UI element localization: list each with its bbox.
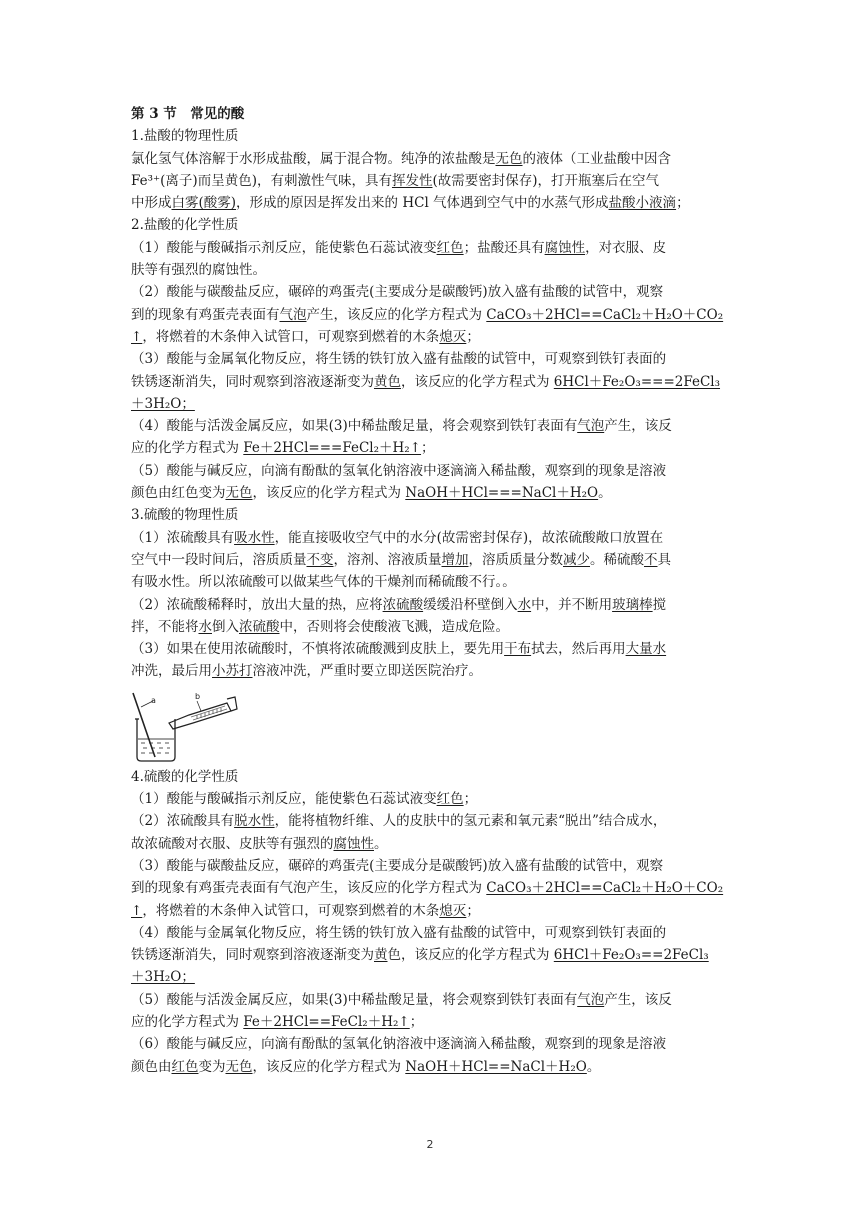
answer-blank: 玻璃棒 [612, 596, 653, 613]
text-run: 中，否则将会使酸液飞溅，造成危险。 [279, 618, 509, 635]
text-line [131, 460, 731, 482]
answer-blank: 吸水性 [234, 529, 275, 546]
text-run: 肤等有强烈的腐蚀性。 [131, 262, 266, 279]
answer-blank: CaCO₃＋2HCl==CaCl₂＋H₂O＋CO₂ [486, 306, 724, 323]
text-line [131, 527, 731, 549]
text-line [131, 900, 731, 922]
text-run: 的液体（工业盐酸中因含 [522, 150, 671, 167]
text-run: （5）酸能与碱反应，向滴有酚酞的氢氧化钠溶液中逐滴滴入稀盐酸，观察到的现象是溶液 [131, 462, 667, 479]
answer-blank: 水 [517, 596, 532, 613]
text-run: ； [466, 328, 480, 345]
text-run: ，能将植物纤维、人的皮肤中的氢元素和氧元素“脱出”结合成水， [274, 813, 667, 830]
text-run: 铁锈逐渐消失，同时观察到溶液逐渐变为 [131, 947, 374, 964]
text-run: ，对衣服、皮 [585, 239, 667, 256]
section-title [131, 103, 731, 125]
text-run: 具 [657, 551, 671, 568]
answer-blank: 无色 [495, 150, 523, 167]
text-run: 1.盐酸的物理性质 [131, 128, 239, 145]
answer-blank: 黄色 [374, 373, 401, 390]
answer-blank: 红色 [436, 791, 464, 808]
text-run: 产生，该反应的化学方程式为 [306, 306, 487, 323]
answer-blank: 白雾(酸雾) [171, 195, 237, 212]
text-line [131, 393, 731, 415]
text-line [131, 415, 731, 437]
text-run: ； [421, 440, 435, 457]
answer-blank: Fe＋2HCl==FeCl₂＋H₂↑ [243, 1013, 410, 1030]
text-run: ，将燃着的木条伸入试管口，可观察到燃着的木条 [142, 902, 440, 919]
text-line [131, 966, 731, 988]
label-a: a [151, 695, 156, 705]
text-run: ； [409, 1013, 424, 1030]
text-run: 到的现象有鸡蛋壳表面有 [131, 306, 280, 323]
text-line [131, 371, 731, 393]
text-run: 变为 [198, 1058, 226, 1075]
answer-blank: 腐蚀性 [544, 239, 586, 256]
text-line [131, 148, 731, 170]
text-line [131, 922, 731, 944]
text-run: ；盐酸还具有 [463, 239, 545, 256]
text-run: （1）酸能与酸碱指示剂反应，能使紫色石蕊试液变 [131, 791, 437, 808]
text-run: （3）如果在使用浓硫酸时，不慎将浓硫酸溅到皮肤上，要先用 [131, 641, 505, 658]
text-run: 第 3 节 常见的酸 [131, 106, 245, 122]
text-line [131, 281, 731, 303]
text-line [131, 437, 731, 459]
text-run: （1）浓硫酸具有 [131, 529, 235, 546]
text-run: ； [676, 195, 690, 212]
text-run: 空气中一段时间后，溶质质量 [131, 551, 307, 568]
text-run: ，能直接吸收空气中的水分(故需密封保存)，故浓硫酸敞口放置在 [274, 529, 664, 546]
text-line [131, 326, 731, 348]
text-run: 3.硫酸的物理性质 [131, 507, 239, 524]
answer-blank: 减少 [563, 551, 590, 568]
answer-blank: 盐酸小液滴 [608, 195, 677, 212]
text-run: 应的化学方程式为 [131, 1013, 244, 1030]
answer-blank: 小苏打 [212, 663, 253, 680]
answer-blank: 无色 [225, 1058, 253, 1075]
experiment-figure [131, 689, 731, 764]
text-line [131, 125, 731, 147]
text-run: 应的化学方程式为 [131, 440, 244, 457]
text-line [131, 348, 731, 370]
answer-blank: 黄 [374, 947, 388, 964]
answer-blank: 干布 [504, 641, 532, 658]
text-run: （5）酸能与活泼金属反应，如果(3)中稀盐酸足量，将会观察到铁钉表面有 [131, 991, 578, 1008]
text-run: Fe³⁺(离子)而呈黄色)，有刺激性气味，具有 [131, 172, 392, 189]
text-run: ，该反应的化学方程式为 [401, 373, 554, 390]
text-run: （2）浓硫酸稀释时，放出大量的热，应将 [131, 596, 383, 613]
text-run: 铁锈逐渐消失，同时观察到溶液逐渐变为 [131, 373, 374, 390]
answer-blank: 增加 [441, 551, 469, 568]
text-line [131, 571, 731, 593]
text-line [131, 810, 731, 832]
text-run: （6）酸能与碱反应，向滴有酚酞的氢氧化钠溶液中逐滴滴入稀盐酸，观察到的现象是溶液 [131, 1036, 667, 1053]
text-run: ，该反应的化学方程式为 [252, 485, 406, 502]
text-run: （4）酸能与活泼金属反应，如果(3)中稀盐酸足量，将会观察到铁钉表面有 [131, 418, 578, 435]
text-line [131, 504, 731, 526]
text-line [131, 616, 731, 638]
text-line [131, 1056, 731, 1078]
answer-blank: 6HCl＋Fe₂O₃==2FeCl₃ [553, 947, 709, 964]
answer-blank: 熄灭 [439, 328, 467, 345]
text-run: 有吸水性。所以浓硫酸可以做某些气体的干燥剂而稀硫酸不行。。 [131, 574, 516, 591]
text-line [131, 1011, 731, 1033]
answer-blank: 浓硫酸 [382, 596, 424, 613]
text-line [131, 877, 731, 899]
text-line [131, 833, 731, 855]
text-run: 故浓硫酸对衣服、皮肤等有强烈的 [131, 835, 334, 852]
text-run: 。 [598, 485, 612, 502]
answer-blank: 红色 [171, 1058, 199, 1075]
answer-blank: NaOH＋HCl===NaCl＋H₂O [405, 485, 599, 502]
text-run: 冲洗，最后用 [131, 663, 212, 680]
text-run: ，形成的原因是挥发出来的 HCl 气体遇到空气中的水蒸气形成 [236, 195, 609, 212]
text-line [131, 304, 731, 326]
text-run: 搅 [652, 596, 667, 613]
text-line [131, 192, 731, 214]
answer-blank: 气泡 [577, 991, 605, 1008]
text-run: 产生，该反 [604, 991, 672, 1008]
text-run: 2.盐酸的化学性质 [131, 217, 239, 234]
text-line [131, 594, 731, 616]
answer-blank: 气泡 [577, 418, 605, 435]
document-body [131, 103, 731, 1078]
answer-blank: 不 [644, 551, 658, 568]
text-run: （3）酸能与碳酸盐反应，碾碎的鸡蛋壳(主要成分是碳酸钙)放入盛有盐酸的试管中，观察 [131, 857, 664, 874]
text-line [131, 214, 731, 236]
text-run: ； [463, 791, 478, 808]
text-run: 中，并不断用 [531, 596, 613, 613]
text-run: 倒入 [212, 618, 239, 635]
page-number: 2 [426, 1138, 434, 1151]
answer-blank: 无色 [225, 485, 253, 502]
text-line [131, 638, 731, 660]
text-run: 中形成 [131, 195, 172, 212]
text-run: 颜色由红色变为 [131, 485, 226, 502]
text-line [131, 788, 731, 810]
text-run: 缓缓沿杯壁倒入 [423, 596, 518, 613]
text-run: 拌，不能将 [131, 618, 199, 635]
text-run: 。稀硫酸 [590, 551, 644, 568]
answer-blank: 熄灭 [439, 902, 467, 919]
text-run: 色，该反应的化学方程式为 [387, 947, 554, 964]
text-line [131, 989, 731, 1011]
text-run: 产生，该反 [604, 418, 672, 435]
answer-blank: 腐蚀性 [333, 835, 374, 852]
text-line [131, 766, 731, 788]
text-run: ，溶质质量分数 [468, 551, 563, 568]
text-run: ，溶剂、溶液质量 [333, 551, 442, 568]
text-run: 。 [586, 1058, 601, 1075]
text-line [131, 170, 731, 192]
answer-blank: 浓硫酸 [239, 618, 280, 635]
answer-blank: 气泡 [279, 306, 307, 323]
text-run: （2）浓硫酸具有 [131, 813, 235, 830]
answer-blank: 水 [198, 618, 212, 635]
text-run: 氯化氢气体溶解于水形成盐酸，属于混合物。纯净的浓盐酸是 [131, 150, 496, 167]
text-line [131, 259, 731, 281]
text-run: （3）酸能与金属氧化物反应，将生锈的铁钉放入盛有盐酸的试管中，可观察到铁钉表面的 [131, 351, 667, 368]
answer-blank: 挥发性 [391, 172, 433, 189]
text-run: 颜色由 [131, 1058, 172, 1075]
label-b: b [195, 691, 201, 701]
text-line [131, 1033, 731, 1055]
answer-blank: ↑ [131, 328, 143, 345]
text-line [131, 855, 731, 877]
text-run: ，将燃着的木条伸入试管口，可观察到燃着的木条 [142, 328, 440, 345]
answer-blank: 脱水性 [234, 813, 275, 830]
answer-blank: NaOH＋HCl==NaCl＋H₂O [405, 1058, 587, 1075]
answer-blank: Fe＋2HCl===FeCl₂＋H₂↑ [243, 440, 422, 457]
text-run: 。 [374, 835, 388, 852]
text-run: 拭去，然后再用 [531, 641, 626, 658]
answer-blank: ＋3H₂O； [131, 969, 195, 986]
answer-blank: ＋3H₂O； [131, 395, 195, 412]
text-run: 到的现象有鸡蛋壳表面有气泡产生，该反应的化学方程式为 [131, 880, 487, 897]
text-line [131, 237, 731, 259]
answer-blank: ↑ [131, 902, 143, 919]
text-run: (故需要密封保存)，打开瓶塞后在空气 [432, 172, 660, 189]
text-run: （2）酸能与碳酸盐反应，碾碎的鸡蛋壳(主要成分是碳酸钙)放入盛有盐酸的试管中，观察 [131, 284, 664, 301]
text-line [131, 660, 731, 682]
text-line [131, 549, 731, 571]
text-line [131, 482, 731, 504]
text-run: ； [466, 902, 480, 919]
text-run: 4.硫酸的化学性质 [131, 768, 239, 785]
answer-blank: 大量水 [625, 641, 667, 658]
answer-blank: 红色 [436, 239, 464, 256]
answer-blank: 不变 [306, 551, 334, 568]
answer-blank: CaCO₃＋2HCl==CaCl₂＋H₂O＋CO₂ [486, 880, 724, 897]
text-line [131, 944, 731, 966]
text-run: （1）酸能与酸碱指示剂反应，能使紫色石蕊试液变 [131, 239, 437, 256]
text-run: 溶液冲洗，严重时要立即送医院治疗。 [252, 663, 482, 680]
answer-blank: 6HCl＋Fe₂O₃===2FeCl₃ [553, 373, 721, 390]
text-run: ，该反应的化学方程式为 [252, 1058, 406, 1075]
text-run: （4）酸能与金属氧化物反应，将生锈的铁钉放入盛有盐酸的试管中，可观察到铁钉表面的 [131, 924, 667, 941]
